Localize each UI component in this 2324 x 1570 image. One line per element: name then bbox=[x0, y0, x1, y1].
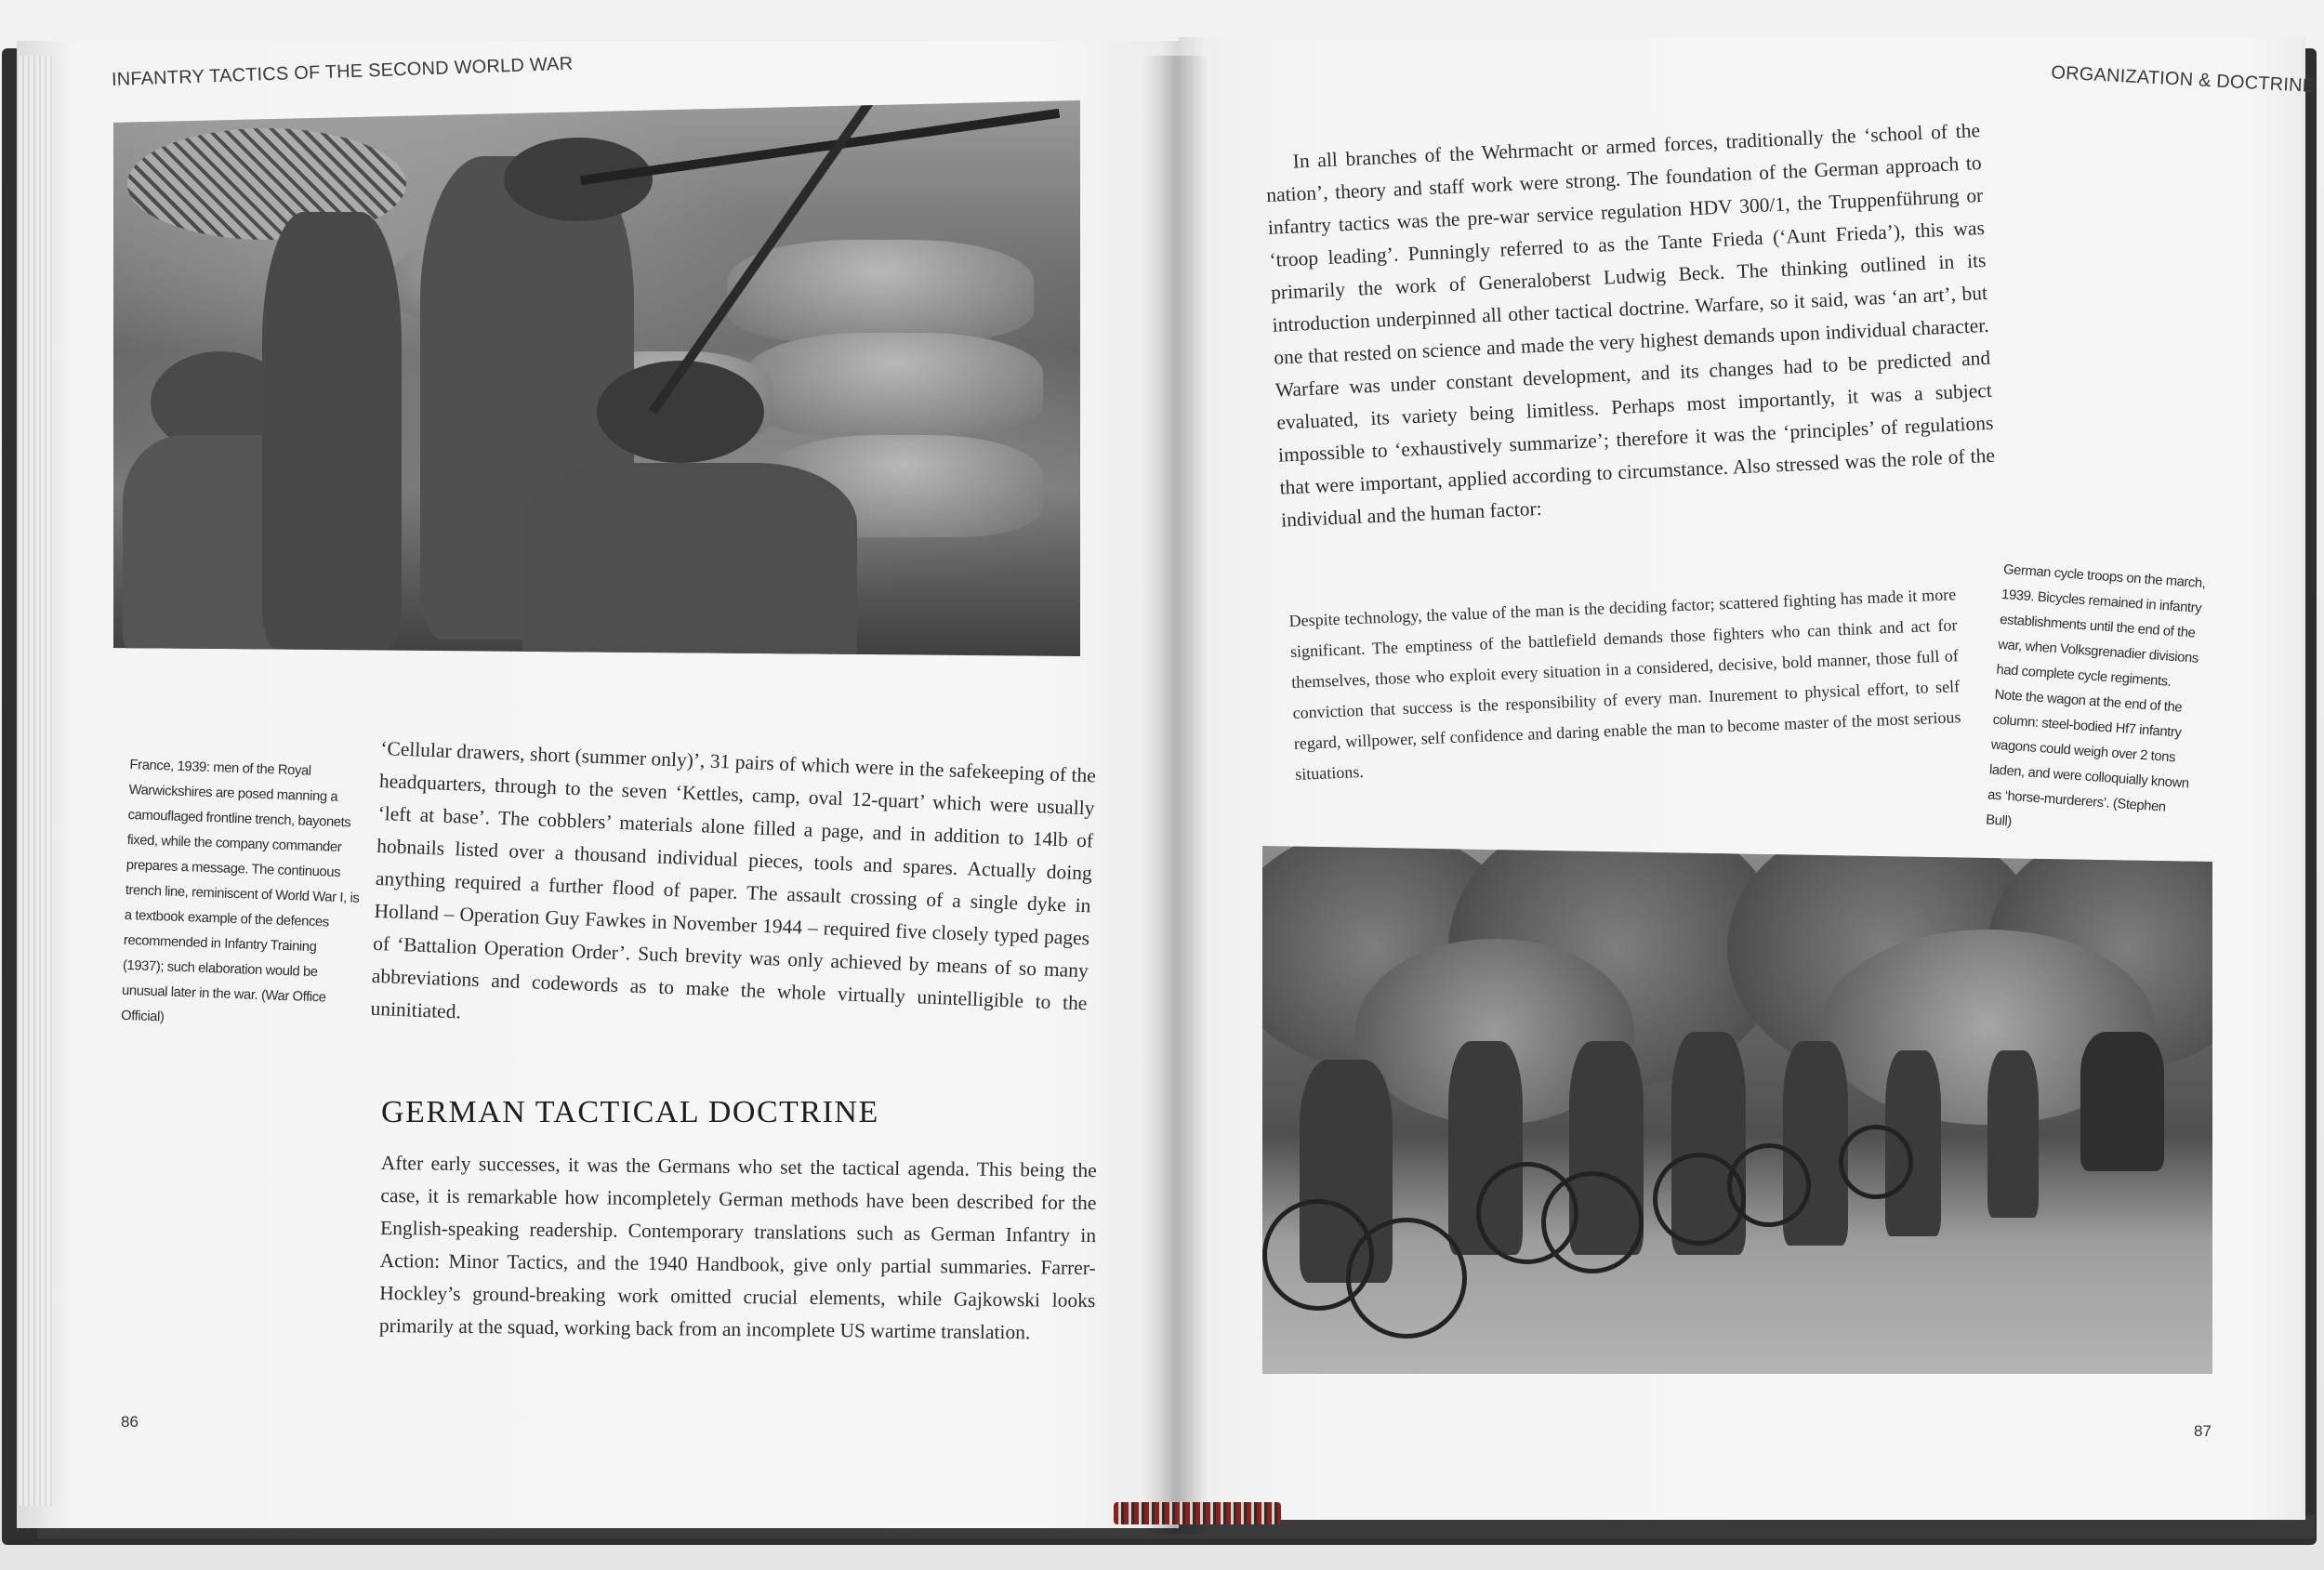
section-body-text: After early successes, it was the Germans who set the tactical agenda. This being the case, it is remarkable how incompletely German methods have been described for the English-speaking readership. Contemporary translations such as German Infantry in Action: Minor Tactics, and the 1940 Handbook, give only partial summaries. Farrer-Hockley’s ground-breaking work omitted crucial elements, while Gajkowski looks primarily at the squad, working back from an incomplete US wartime translation. bbox=[378, 1151, 1097, 1344]
trench-photo-caption: France, 1939: men of the Royal Warwickshires are posed manning a camouflaged frontline trench, bayonets fixed, while the company commander prepares a message. The continuous trench line, reminiscent of World War I, is a textbook example of the defences recommended in Infantry Training (1937); such elaboration would be unusual later in the war. (War Office Official) bbox=[120, 757, 360, 1025]
left-page-number: 86 bbox=[121, 1413, 139, 1431]
right-running-head: ORGANIZATION & DOCTRINE bbox=[2050, 62, 2316, 97]
section-heading: GERMAN TACTICAL DOCTRINE bbox=[381, 1095, 879, 1129]
left-running-head: INFANTRY TACTICS OF THE SECOND WORLD WAR bbox=[111, 53, 574, 90]
continued-body-text: ‘Cellular drawers, short (summer only)’, 31 pairs of which were in the safekeeping of the headquarters, through to the seven ‘Kettles, camp, oval 12-quart’ which were usually ‘left at base’. The cobblers’ materials alone filled a page, and in addition to 14lb of hobnails listed over a thousand individual pieces, tools and spares. Actually doing anything required a further flood of paper. The assault crossing of a single dyke in Holland – Operation Guy Fawkes in November 1944 – required five closely typed pages of ‘Battalion Operation Order’. Such brevity was only achieved by means of so many abbreviations and codewords as to make the whole virtually unintelligible to the uninitiated. bbox=[370, 736, 1097, 1023]
intro-body-text: In all branches of the Wehrmacht or armed forces, traditionally the ‘school of the nation’, theory and staff work were strong. The foundation of the German approach to infantry tactics was the pre-war service regulation HDV 300/1, the Truppenführung or ‘troop leading’. Punningly referred to as the Tante Frieda (‘Aunt Frieda’), this was primarily the work of Generaloberst Ludwig Beck. The thinking outlined in its introduction underpinned all other tactical doctrine. Warfare, so it said, was ‘an art’, but one that rested on science and made the very highest demands upon individual character. Warfare was under constant development, and its changes had to be predicted and evaluated, its variety being limitless. Perhaps most importantly, it was a subject impossible to ‘exhaustively summarize’; therefore it was the ‘principles’ of regulations that were important, applied according to circumstance. Also stressed was the role of the individual and the human factor: bbox=[1265, 119, 1996, 532]
book-gutter bbox=[1143, 56, 1208, 1534]
trench-photo bbox=[113, 100, 1080, 656]
cycle-troops-photo bbox=[1262, 846, 2212, 1374]
cycle-troops-caption: German cycle troops on the march, 1939. Bicycles remained in infantry establishments until the end of the war, when Volksgrenadier divisions had complete cycle regiments. Note the wagon at the end of the column: steel-bodied Hf7 infantry wagons could weigh over 2 tons laden, and were colloquially known as ‘horse-murderers’. (Stephen Bull) bbox=[1985, 561, 2207, 830]
page-edges bbox=[17, 56, 54, 1506]
block-quote: Despite technology, the value of the man is the deciding factor; scattered fighting has made it more significant. The emptiness of the battlefield demands those fighters who can think and act for themselves, those who exploit every situation in a considered, decisive, bold manner, those full of conviction that success is the responsibility of every man. Inurement to physical effort, to self regard, willpower, self confidence and daring enable the man to become master of the most serious situations. bbox=[1288, 585, 1961, 784]
right-page-number: 87 bbox=[2194, 1422, 2212, 1440]
book-headband bbox=[1114, 1502, 1281, 1524]
